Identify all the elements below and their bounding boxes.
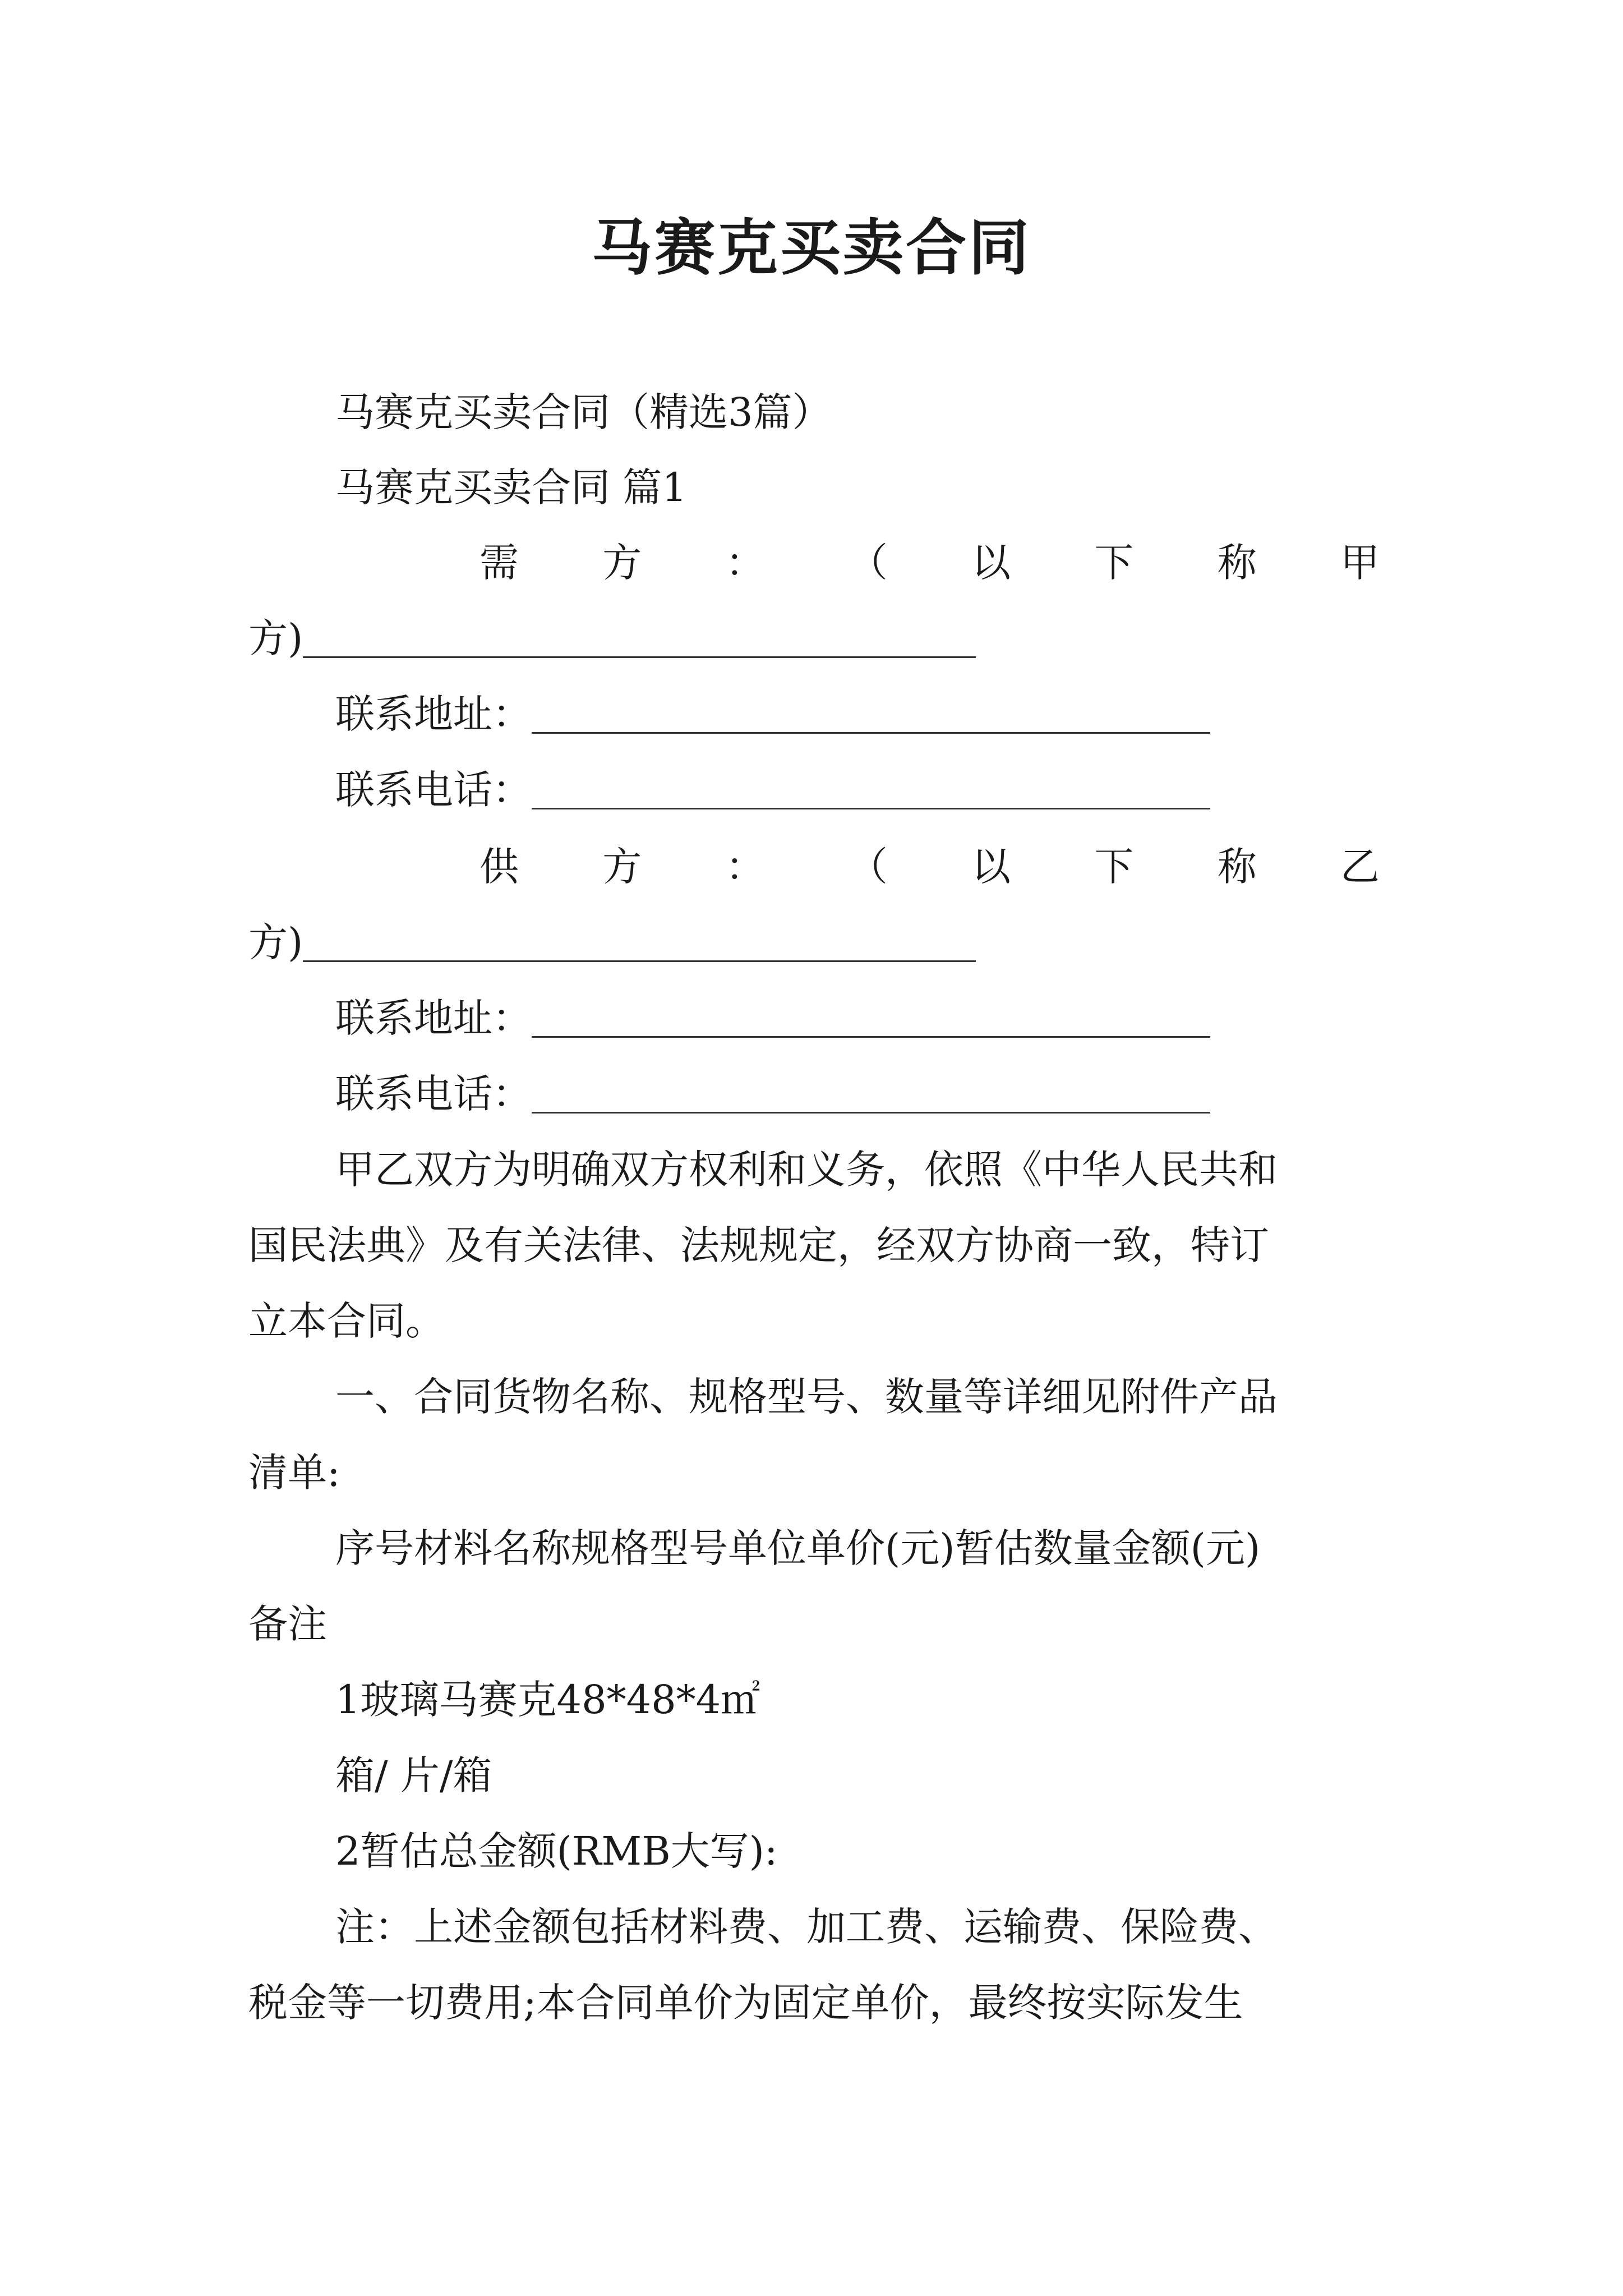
note-line: 税金等一切费用;本合同单价为固定单价，最终按实际发生 [248,1980,1243,2026]
paragraph-line: 甲乙双方为明确双方权利和义务，依照《中华人民共和 [335,1147,1278,1193]
buyer-char: 需 [479,540,519,586]
table-header-line: 备注 [248,1601,327,1647]
seller-cont-label: 方) [248,919,303,965]
buyer-char: 下 [1094,540,1134,586]
seller-char: （ [848,844,888,890]
buyer-char: 方 [602,540,642,586]
item-units: 箱/ 片/箱 [335,1752,492,1798]
buyer-address-label: 联系地址： [335,691,532,737]
seller-char: 称 [1217,844,1257,890]
buyer-line [479,540,1380,586]
clause-line: 清单: [248,1450,340,1496]
seller-name-line [248,919,976,965]
seller-char: 以 [971,844,1011,890]
seller-char: ： [725,844,765,890]
seller-char: 乙 [1340,844,1380,890]
buyer-phone-label: 联系电话： [335,767,532,813]
buyer-name-blank[interactable] [303,619,976,658]
buyer-cont-label: 方) [248,615,303,661]
seller-char: 供 [479,844,519,890]
seller-char: 下 [1094,844,1134,890]
seller-phone-line [335,1071,1210,1117]
buyer-char: ： [725,540,765,586]
document-subtitle: 马赛克买卖合同（精选3篇） [335,389,832,435]
seller-address-line [335,995,1210,1041]
buyer-address-line [335,691,1210,737]
buyer-phone-line [335,767,1210,813]
item-row: 2暂估总金额(RMB大写): [335,1828,778,1874]
paragraph-line: 立本合同。 [248,1298,445,1344]
seller-phone-label: 联系电话： [335,1071,532,1117]
buyer-char: 称 [1217,540,1257,586]
seller-address-blank[interactable] [532,999,1210,1038]
buyer-phone-blank[interactable] [532,771,1210,809]
paragraph-line: 国民法典》及有关法律、法规规定，经双方协商一致，特订 [248,1222,1269,1268]
buyer-name-line [248,615,976,661]
seller-phone-blank[interactable] [532,1075,1210,1114]
buyer-char: 以 [971,540,1011,586]
item-row: 1玻璃马赛克48*48*4㎡ [335,1677,760,1723]
seller-address-label: 联系地址： [335,995,532,1041]
clause-line: 一、合同货物名称、规格型号、数量等详细见附件产品 [335,1374,1278,1420]
seller-line [479,844,1380,890]
document-title: 马赛克买卖合同 [591,213,1031,283]
note-line: 注：上述金额包括材料费、加工费、运输费、保险费、 [335,1904,1278,1950]
buyer-char: 甲 [1340,540,1380,586]
section-heading: 马赛克买卖合同 篇1 [335,464,687,510]
table-header-line: 序号材料名称规格型号单位单价(元)暂估数量金额(元) [335,1525,1261,1571]
buyer-char: （ [848,540,888,586]
seller-name-blank[interactable] [303,923,976,962]
seller-char: 方 [602,844,642,890]
buyer-address-blank[interactable] [532,695,1210,734]
